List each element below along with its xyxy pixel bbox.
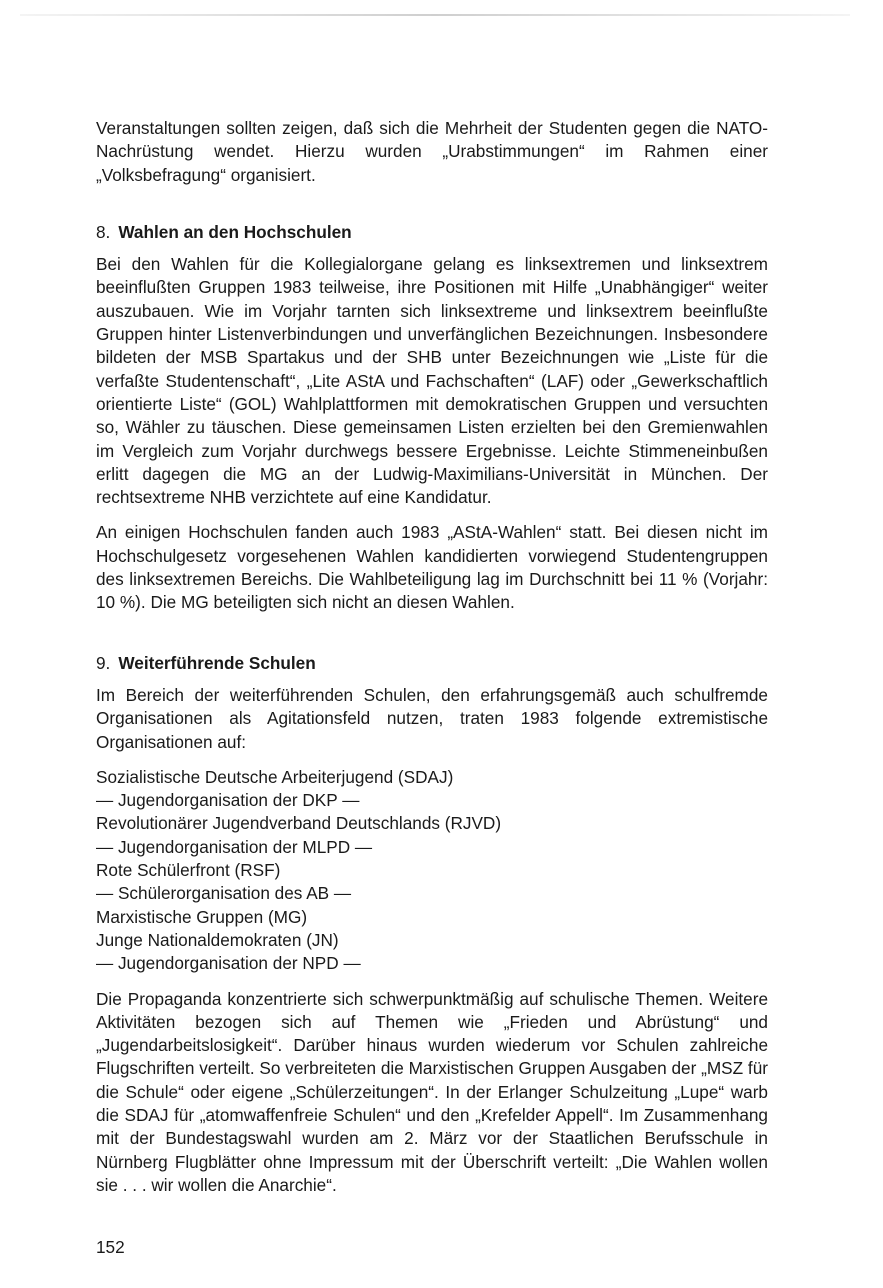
section-9-number: 9. — [96, 652, 111, 673]
list-item: Marxistische Gruppen (MG) — [96, 906, 308, 927]
section-9-heading — [96, 652, 768, 675]
section-9-title: Weiterführende Schulen — [118, 652, 316, 673]
list-item: Revolutionärer Jugendverband Deutschlands (RJVD) — [96, 813, 502, 834]
section-8-number: 8. — [96, 221, 111, 242]
list-item: — Schülerorganisation des AB — — [96, 883, 352, 904]
scan-edge-line — [20, 14, 850, 16]
list-item: — Jugendorganisation der DKP — — [96, 790, 360, 811]
list-item: Sozialistische Deutsche Arbeiterjugend (SDAJ) — [96, 766, 454, 787]
list-item: — Jugendorganisation der MLPD — — [96, 836, 373, 857]
list-item: Rote Schülerfront (RSF) — [96, 860, 281, 881]
section-9-closing-paragraph: Die Propaganda konzentrierte sich schwerpunktmäßig auf schulische Themen. Weitere Aktivitäten bezogen sich auf Themen wie „Frieden und Abrüstung“ und „Jugendarbeitslosigkeit“. Darüber hinaus wurden wiederum vor Schulen zahlreiche Flugschriften verteilt. So verbreiteten die Marxistischen Gruppen Ausgaben der „MSZ für die Schule“ oder eigene „Schülerzeitungen“. In der Erlanger Schulzeitung „Lupe“ warb die SDAJ für „atomwaffenfreie Schulen“ und den „Krefelder Appell“. Im Zusammenhang mit der Bundestagswahl wurden am 2. März vor der Staatlichen Berufsschule in Nürnberg Flugblätter ohne Impressum mit der Überschrift verteilt: „Die Wahlen wollen sie . . . wir wollen die Anarchie“. — [96, 988, 768, 1195]
section-9-intro-paragraph: Im Bereich der weiterführenden Schulen, den erfahrungsgemäß auch schulfremde Organisationen als Agitationsfeld nutzen, traten 1983 folgende extremistische Organisationen auf: — [96, 684, 768, 752]
section-8-paragraph-2: An einigen Hochschulen fanden auch 1983 „AStA-Wahlen“ statt. Bei diesen nicht im Hochschulgesetz vorgesehenen Wahlen kandidierten vorwiegend Studentengruppen des linksextremen Bereichs. Die Wahlbeteiligung lag im Durchschnitt bei 11 % (Vorjahr: 10 %). Die MG beteiligten sich nicht an diesen Wahlen. — [96, 522, 768, 613]
section-8-heading — [96, 221, 768, 244]
list-item: Junge Nationaldemokraten (JN) — [96, 929, 339, 950]
page-number: 152 — [96, 1237, 125, 1257]
document-page — [96, 117, 768, 1197]
organization-list — [96, 766, 768, 976]
list-item: — Jugendorganisation der NPD — — [96, 953, 361, 974]
section-8-title: Wahlen an den Hochschulen — [118, 221, 352, 242]
section-8-paragraph-1: Bei den Wahlen für die Kollegialorgane gelang es linksextremen und linksextrem beeinflußten Gruppen 1983 teilweise, ihre Positionen mit Hilfe „Unabhängiger“ weiter auszubauen. Wie im Vorjahr tarnten sich linksextreme und linksextrem beeinflußte Gruppen hinter Listenverbindungen und unverfänglichen Bezeichnungen. Insbesondere bildeten der MSB Spartakus und der SHB unter Bezeichnungen wie „Liste für die verfaßte Studentenschaft“, „Lite AStA und Fachschaften“ (LAF) oder „Gewerkschaftlich orientierte Liste“ (GOL) Wahlplattformen mit demokratischen Gruppen und versuchten so, Wähler zu täuschen. Diese gemeinsamen Listen erzielten bei den Gremienwahlen im Vergleich zum Vorjahr durchwegs bessere Ergebnisse. Leichte Stimmeneinbußen erlitt dagegen die MG an der Ludwig-Maximilians-Universität in München. Der rechtsextreme NHB verzichtete auf eine Kandidatur. — [96, 254, 768, 508]
intro-paragraph: Veranstaltungen sollten zeigen, daß sich die Mehrheit der Studenten gegen die NATO-Nachrüstung wendet. Hierzu wurden „Urabstimmungen“ im Rahmen einer „Volksbefragung“ organisiert. — [96, 118, 768, 185]
